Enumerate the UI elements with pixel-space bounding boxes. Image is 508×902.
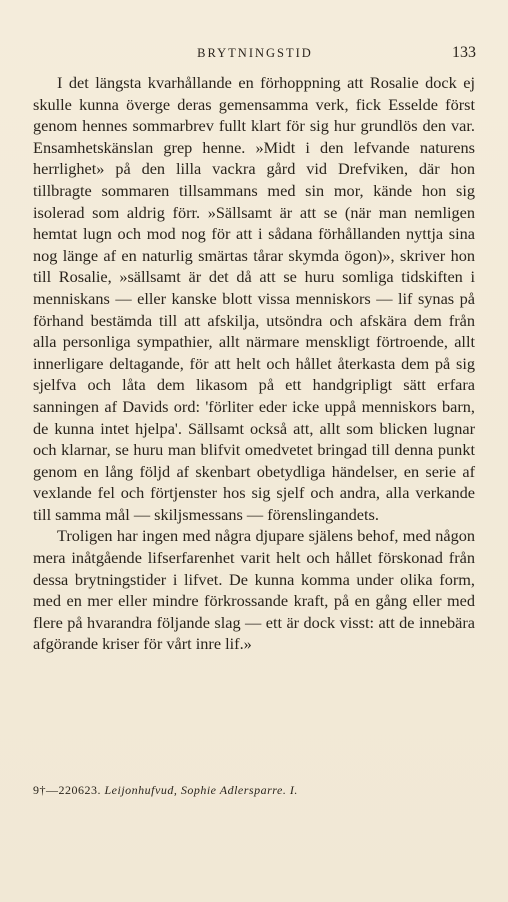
printer-signature-line [33, 783, 475, 798]
signature-mark: 9†—220623. [33, 783, 101, 797]
signature-text: Leijonhufvud, Sophie Adlersparre. I. [104, 783, 298, 797]
page-number: 133 [452, 44, 476, 61]
paragraph-1: I det längsta kvarhållande en förhoppning att Rosalie dock ej skulle kunna överge deras gemensamma verk, fick Esselde först genom hennes sommarbrev fullt klart för sig hur grundlös den var. Ensamhetskänslan grep henne. »Midt i den lefvande naturens herrlighet» på den lilla vackra gård vid Drefviken, där hon tillbragte sommaren tillsammans med sin mor, kände hon sig isolerad som aldrig förr. »Sällsamt är att se (när man nemligen hemtat lugn och mod nog för att i sådana förhållanden nyttja sina nog länge af en naturlig smärtas tårar skymda ögon)», skriver hon till Rosalie, »sällsamt är det då att se huru somliga tidskiften i menniskans — eller kanske blott vissa menniskors — lif synas på förhand bestämda till att afskilja, utsöndra och afskära dem från alla personliga sympathier, allt närmare menskligt förtroende, allt innerligare deltagande, för att helt och hållet återkasta dem på sig sjelfva och låta dem likasom på ett handgripligt sätt erfara sanningen af Davids ord: 'förliter eder icke uppå menniskors barn, de kunna intet hjelpa'. Sällsamt också att, allt som blicken lugnar och klarnar, se huru man blifvit omedvetet bringad till denna punkt genom en lång följd af skenbart obetydliga händelser, en serie af vexlande fel och förtjenster hos sig sjelf och andra, alla verkande till samma mål — skiljsmessans — förenslingandets. [33, 73, 475, 524]
body-text [33, 72, 475, 655]
running-title: BRYTNINGSTID [197, 46, 313, 60]
paragraph-2: Troligen har ingen med några djupare själens behof, med någon mera inåtgående lifserfarenhet varit helt och hållet förskonad från dessa brytningstider i lifvet. De kunna komma under olika form, med en mer eller mindre förkrossande kraft, på en gång eller med flere på hvarandra följande slag — ett är dock visst: att de innebära afgörande kriser för vårt inre lif.» [33, 526, 475, 654]
running-head [34, 44, 476, 64]
